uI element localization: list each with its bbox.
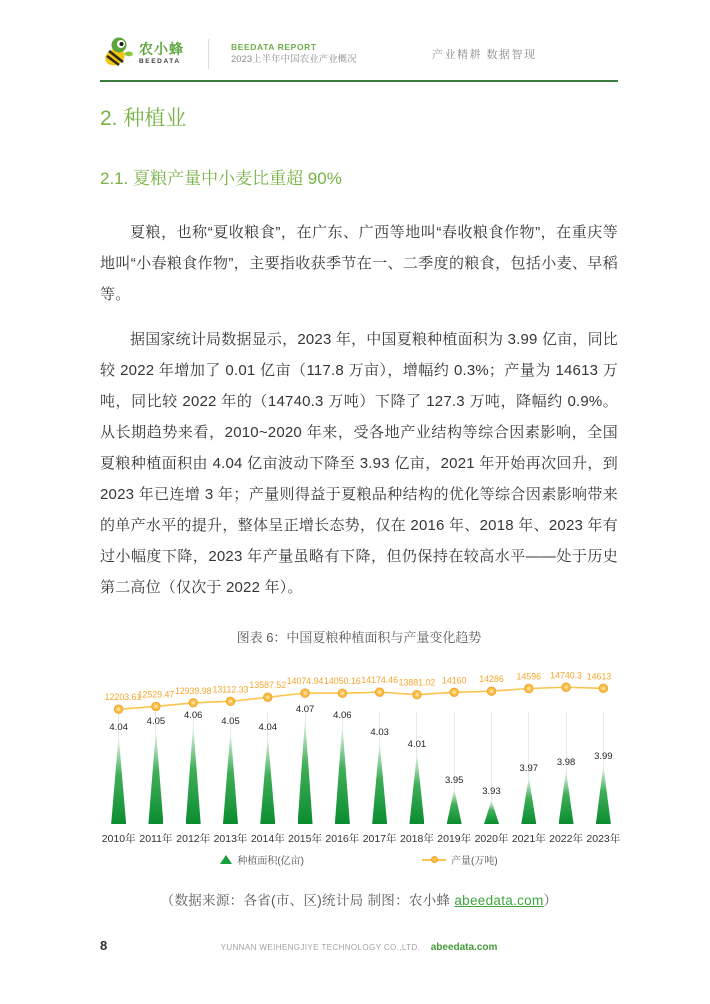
- source-suffix: ）: [543, 893, 558, 908]
- line-point-center: [192, 701, 195, 704]
- bar-value-label: 3.95: [444, 774, 464, 786]
- page-number: 8: [100, 938, 108, 953]
- line-value-label: 14740.3: [550, 670, 582, 681]
- bar-value-label: 3.98: [556, 756, 576, 768]
- line-value-label: 14050.16: [324, 676, 361, 687]
- area-bar: [521, 777, 536, 824]
- x-axis-label: 2012年: [176, 833, 211, 845]
- area-legend-icon: [220, 855, 232, 864]
- chart: [100, 654, 621, 867]
- page-footer: [100, 938, 618, 953]
- line-point-center: [117, 708, 120, 711]
- paragraph-1: 夏粮，也称“夏收粮食”，在广东、广西等地叫“春收粮食作物”，在重庆等地叫“小春粮食作物”，主要指收获季节在一、二季度的粮食，包括小麦、早稻等。: [100, 224, 618, 303]
- line-value-label: 13112.33: [212, 684, 249, 695]
- line-point-center: [341, 692, 344, 695]
- logo-name: 农小蜂: [139, 41, 184, 58]
- line-value-label: 12203.61: [104, 692, 142, 703]
- line-point: [487, 687, 495, 695]
- line-point-center: [490, 689, 493, 692]
- x-axis-label: 2022年: [549, 833, 583, 845]
- footer-company: YUNNAN WEIHENGJIYE TECHNOLOGY CO.,LTD.: [220, 942, 421, 952]
- bar-value-label: 4.06: [183, 709, 203, 721]
- line-value-label: 12529.47: [137, 689, 175, 700]
- bar-value-label: 4.06: [333, 709, 352, 721]
- bar-value-label: 3.99: [594, 751, 613, 763]
- line-point-center: [415, 693, 418, 696]
- line-legend-icon: [422, 859, 446, 861]
- paragraph-2: 据国家统计局数据显示，2023 年，中国夏粮种植面积为 3.99 亿亩，同比较 2022 年增加了 0.01 亿亩（117.8 万亩），增幅约 0.3%；产量为 14613 万吨，同比较 2022 年的（14740.3 万吨）下降了 127.3 万吨，降幅约 0.9%。从长期趋势来看，2010~2020 年来，受各地产业结构等综合因素影响，全国夏粮种植面积由 4.04 亿亩波动下降至 3.93 亿亩，2021 年开始再次回升，到 2023 年已连增 3 年；产量则得益于夏粮品种结构的优化等综合因素影响带来的单产水平的提升，整体呈正增长态势，仅在 2016 年、2018 年、2023 年有过小幅度下降，2023 年产量虽略有下降，但仍保持在较高水平——处于历史第二高位（仅次于 2022 年）。: [100, 331, 618, 596]
- footer-center: [100, 937, 618, 955]
- logo-text: [139, 42, 184, 66]
- area-bar: [223, 730, 238, 824]
- line-value-label: 13587.52: [249, 680, 287, 691]
- x-axis-label: 2013年: [213, 833, 248, 845]
- bar-value-label: 3.93: [482, 786, 501, 798]
- footer-site-link[interactable]: abeedata.com: [430, 941, 498, 953]
- legend-label-production: 产量(万吨): [451, 856, 498, 867]
- page-header: [100, 33, 618, 75]
- report-title: 2023上半年中国农业产业概况: [231, 54, 357, 66]
- line-value-label: 14596: [516, 671, 542, 682]
- line-point: [525, 684, 533, 692]
- line-point: [189, 699, 197, 707]
- line-value-label: 12939.98: [174, 685, 212, 696]
- header-rule: [100, 80, 618, 82]
- area-bar: [148, 730, 163, 824]
- bar-value-label: 4.04: [109, 721, 128, 733]
- area-bar: [111, 736, 126, 824]
- line-point-center: [154, 705, 157, 708]
- chart-legend: [100, 852, 618, 867]
- area-bar: [447, 789, 462, 824]
- header-divider: [208, 39, 209, 69]
- x-axis-label: 2020年: [474, 833, 509, 845]
- production-line: [119, 687, 604, 709]
- area-bar: [260, 736, 275, 824]
- area-bar: [372, 741, 387, 824]
- legend-item-area: [220, 852, 304, 867]
- line-point: [152, 702, 160, 710]
- data-source-line: [100, 889, 618, 909]
- x-axis-label: 2014年: [250, 833, 285, 845]
- area-bar: [484, 800, 499, 824]
- line-value-label: 13881.02: [398, 677, 436, 688]
- line-value-label: 14160: [441, 675, 467, 686]
- line-point: [413, 690, 421, 698]
- chart-title: 图表 6：中国夏粮种植面积与产量变化趋势: [236, 630, 482, 645]
- line-value-label: 14286: [479, 674, 504, 685]
- x-axis-label: 2016年: [325, 833, 360, 845]
- line-value-label: 14613: [586, 671, 612, 682]
- line-point-center: [527, 687, 530, 690]
- x-axis-label: 2015年: [288, 833, 322, 845]
- beedata-logo: [100, 36, 184, 73]
- line-point-center: [453, 691, 456, 694]
- line-point-center: [602, 687, 605, 690]
- line-point: [338, 689, 346, 697]
- x-axis-label: 2011年: [139, 833, 173, 845]
- area-bar: [335, 724, 350, 824]
- x-axis-label: 2010年: [101, 833, 136, 845]
- x-axis-label: 2023年: [586, 833, 621, 845]
- bar-value-label: 3.97: [519, 762, 539, 774]
- area-bar: [559, 771, 574, 824]
- chart-plot-area: [100, 654, 622, 850]
- legend-item-production: [422, 852, 498, 867]
- area-bar: [298, 718, 313, 824]
- line-point: [264, 693, 272, 701]
- line-point: [226, 697, 234, 705]
- area-bar: [409, 753, 424, 824]
- line-point-center: [266, 696, 269, 699]
- line-point: [450, 688, 458, 696]
- logo-subtitle: BEEDATA: [139, 58, 181, 66]
- legend-label-area: 种植面积(亿亩): [237, 856, 304, 867]
- section-heading: 2. 种植业: [100, 107, 187, 130]
- line-point: [599, 684, 607, 692]
- line-point: [562, 683, 570, 691]
- bar-value-label: 4.01: [407, 739, 427, 751]
- line-point-center: [564, 686, 567, 689]
- x-axis-label: 2019年: [437, 833, 472, 845]
- line-point-center: [378, 690, 381, 693]
- bee-logo-icon: [100, 36, 134, 73]
- x-axis-label: 2018年: [399, 833, 434, 845]
- line-point-center: [303, 691, 306, 694]
- area-bar: [596, 765, 611, 824]
- line-point-center: [229, 700, 232, 703]
- report-heading: [231, 42, 357, 67]
- line-value-label: 14074.94: [286, 676, 324, 687]
- line-value-label: 14174.46: [361, 675, 398, 686]
- production-line-layer: [100, 654, 622, 850]
- subsection-heading: 2.1. 夏粮产量中小麦比重超 90%: [100, 169, 342, 188]
- bar-value-label: 4.05: [221, 715, 240, 727]
- bar-value-label: 4.07: [295, 703, 315, 715]
- bar-value-label: 4.03: [370, 727, 389, 739]
- line-point: [375, 688, 383, 696]
- area-bar: [186, 724, 201, 824]
- x-axis-label: 2017年: [362, 833, 397, 845]
- source-prefix: （数据来源：各省(市、区)统计局 制图：农小蜂: [160, 893, 455, 908]
- abeedata-link[interactable]: abeedata.com: [454, 893, 544, 908]
- line-point: [301, 689, 309, 697]
- bar-value-label: 4.05: [146, 715, 166, 727]
- header-tagline: 产业精耕 数据智现: [432, 49, 537, 61]
- bar-value-label: 4.04: [258, 721, 278, 733]
- report-label: BEEDATA REPORT: [231, 41, 317, 52]
- x-axis-label: 2021年: [511, 833, 546, 845]
